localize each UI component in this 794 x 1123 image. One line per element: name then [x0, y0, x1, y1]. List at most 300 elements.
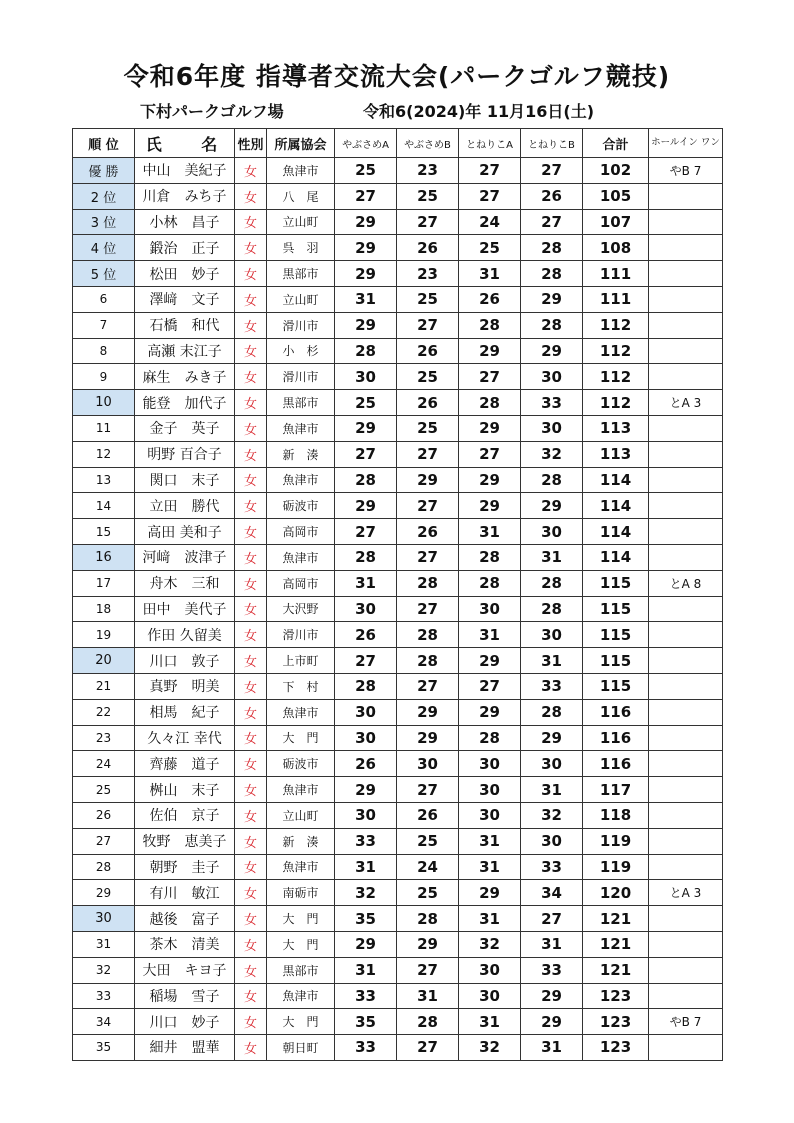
player-name: 麻生 みき子: [135, 364, 235, 390]
sex-cell: 女: [235, 544, 267, 570]
rank-cell: 34: [73, 1009, 135, 1035]
sex-cell: 女: [235, 673, 267, 699]
player-name: 久々江 幸代: [135, 725, 235, 751]
score-yabusame-a: 31: [335, 570, 397, 596]
rank-cell: 18: [73, 596, 135, 622]
total-score: 116: [583, 699, 649, 725]
score-yabusame-a: 25: [335, 158, 397, 184]
player-name: 茶木 清美: [135, 931, 235, 957]
score-toneriko-b: 32: [521, 802, 583, 828]
score-toneriko-a: 29: [459, 648, 521, 674]
score-toneriko-a: 30: [459, 777, 521, 803]
hole-in-one-cell: [649, 286, 723, 312]
sex-cell: 女: [235, 828, 267, 854]
association-cell: 大沢野: [267, 596, 335, 622]
hole-in-one-cell: やB 7: [649, 158, 723, 184]
col-header-rank: 順 位: [73, 129, 135, 158]
sex-cell: 女: [235, 777, 267, 803]
association-cell: 黒部市: [267, 390, 335, 416]
association-cell: 砺波市: [267, 751, 335, 777]
score-toneriko-b: 28: [521, 235, 583, 261]
score-yabusame-b: 23: [397, 158, 459, 184]
table-row: [73, 622, 723, 648]
table-row: [73, 751, 723, 777]
sex-cell: 女: [235, 158, 267, 184]
table-row: [73, 415, 723, 441]
score-toneriko-b: 28: [521, 596, 583, 622]
table-row: [73, 235, 723, 261]
total-score: 114: [583, 467, 649, 493]
sex-cell: 女: [235, 441, 267, 467]
sex-cell: 女: [235, 286, 267, 312]
sex-cell: 女: [235, 209, 267, 235]
sex-cell: 女: [235, 931, 267, 957]
score-toneriko-b: 31: [521, 1035, 583, 1061]
total-score: 112: [583, 312, 649, 338]
score-yabusame-b: 23: [397, 261, 459, 287]
score-yabusame-a: 29: [335, 931, 397, 957]
hole-in-one-cell: [649, 596, 723, 622]
association-cell: 呉 羽: [267, 235, 335, 261]
score-toneriko-a: 31: [459, 622, 521, 648]
sex-cell: 女: [235, 1009, 267, 1035]
association-cell: 下 村: [267, 673, 335, 699]
score-toneriko-b: 31: [521, 544, 583, 570]
player-name: 川口 妙子: [135, 1009, 235, 1035]
sex-cell: 女: [235, 364, 267, 390]
association-cell: 魚津市: [267, 415, 335, 441]
total-score: 123: [583, 1035, 649, 1061]
hole-in-one-cell: [649, 673, 723, 699]
association-cell: 高岡市: [267, 570, 335, 596]
table-row: [73, 828, 723, 854]
score-yabusame-b: 25: [397, 364, 459, 390]
player-name: 金子 英子: [135, 415, 235, 441]
score-yabusame-a: 28: [335, 467, 397, 493]
sex-cell: 女: [235, 906, 267, 932]
player-name: 牧野 恵美子: [135, 828, 235, 854]
table-row: [73, 364, 723, 390]
score-yabusame-a: 33: [335, 1035, 397, 1061]
score-yabusame-a: 30: [335, 364, 397, 390]
score-yabusame-a: 29: [335, 261, 397, 287]
player-name: 舟木 三和: [135, 570, 235, 596]
score-yabusame-b: 29: [397, 467, 459, 493]
score-toneriko-a: 31: [459, 906, 521, 932]
score-yabusame-b: 31: [397, 983, 459, 1009]
col-header-assoc: 所属協会: [267, 129, 335, 158]
total-score: 108: [583, 235, 649, 261]
player-name: 高瀬 末江子: [135, 338, 235, 364]
table-row: [73, 983, 723, 1009]
player-name: 有川 敏江: [135, 880, 235, 906]
rank-cell: 25: [73, 777, 135, 803]
table-row: [73, 931, 723, 957]
score-toneriko-a: 28: [459, 312, 521, 338]
total-score: 119: [583, 854, 649, 880]
hole-in-one-cell: [649, 725, 723, 751]
score-yabusame-a: 27: [335, 183, 397, 209]
rank-cell: 14: [73, 493, 135, 519]
sex-cell: 女: [235, 390, 267, 416]
score-toneriko-a: 26: [459, 286, 521, 312]
association-cell: 魚津市: [267, 544, 335, 570]
hole-in-one-cell: [649, 931, 723, 957]
table-row: [73, 880, 723, 906]
player-name: 中山 美紀子: [135, 158, 235, 184]
rank-cell: 12: [73, 441, 135, 467]
association-cell: 滑川市: [267, 312, 335, 338]
score-toneriko-b: 30: [521, 415, 583, 441]
score-yabusame-a: 30: [335, 596, 397, 622]
rank-cell: 29: [73, 880, 135, 906]
score-toneriko-b: 30: [521, 519, 583, 545]
association-cell: 大 門: [267, 725, 335, 751]
score-yabusame-b: 29: [397, 931, 459, 957]
player-name: 澤﨑 文子: [135, 286, 235, 312]
hole-in-one-cell: [649, 441, 723, 467]
col-header-total: 合計: [583, 129, 649, 158]
rank-cell: 27: [73, 828, 135, 854]
total-score: 114: [583, 519, 649, 545]
score-toneriko-b: 26: [521, 183, 583, 209]
score-yabusame-b: 25: [397, 415, 459, 441]
rank-cell: 8: [73, 338, 135, 364]
player-name: 明野 百合子: [135, 441, 235, 467]
score-yabusame-b: 27: [397, 441, 459, 467]
rank-cell: 5 位: [73, 261, 135, 287]
score-toneriko-a: 30: [459, 983, 521, 1009]
total-score: 113: [583, 441, 649, 467]
association-cell: 立山町: [267, 209, 335, 235]
hole-in-one-cell: [649, 312, 723, 338]
score-toneriko-a: 28: [459, 390, 521, 416]
hole-in-one-cell: [649, 338, 723, 364]
total-score: 121: [583, 957, 649, 983]
hole-in-one-cell: [649, 519, 723, 545]
hole-in-one-cell: [649, 906, 723, 932]
score-yabusame-a: 31: [335, 854, 397, 880]
total-score: 115: [583, 596, 649, 622]
score-yabusame-a: 27: [335, 519, 397, 545]
score-yabusame-b: 25: [397, 880, 459, 906]
score-yabusame-a: 29: [335, 235, 397, 261]
sex-cell: 女: [235, 261, 267, 287]
score-toneriko-b: 28: [521, 570, 583, 596]
score-yabusame-b: 27: [397, 957, 459, 983]
score-yabusame-a: 27: [335, 648, 397, 674]
score-yabusame-a: 27: [335, 441, 397, 467]
rank-cell: 17: [73, 570, 135, 596]
association-cell: 大 門: [267, 906, 335, 932]
rank-cell: 22: [73, 699, 135, 725]
table-row: [73, 1009, 723, 1035]
player-name: 稲場 雪子: [135, 983, 235, 1009]
sex-cell: 女: [235, 235, 267, 261]
score-yabusame-a: 28: [335, 544, 397, 570]
association-cell: 魚津市: [267, 983, 335, 1009]
score-toneriko-a: 30: [459, 751, 521, 777]
sex-cell: 女: [235, 570, 267, 596]
sex-cell: 女: [235, 699, 267, 725]
hole-in-one-cell: [649, 777, 723, 803]
total-score: 113: [583, 415, 649, 441]
total-score: 121: [583, 931, 649, 957]
association-cell: 魚津市: [267, 777, 335, 803]
score-yabusame-b: 24: [397, 854, 459, 880]
score-yabusame-a: 33: [335, 983, 397, 1009]
player-name: 大田 キヨ子: [135, 957, 235, 983]
association-cell: 黒部市: [267, 261, 335, 287]
total-score: 112: [583, 390, 649, 416]
total-score: 123: [583, 983, 649, 1009]
association-cell: 黒部市: [267, 957, 335, 983]
player-name: 松田 妙子: [135, 261, 235, 287]
score-toneriko-b: 29: [521, 286, 583, 312]
score-yabusame-b: 27: [397, 209, 459, 235]
score-yabusame-a: 35: [335, 1009, 397, 1035]
player-name: 石橋 和代: [135, 312, 235, 338]
player-name: 鍛治 正子: [135, 235, 235, 261]
table-row: [73, 854, 723, 880]
hole-in-one-cell: [649, 751, 723, 777]
player-name: 朝野 圭子: [135, 854, 235, 880]
total-score: 112: [583, 338, 649, 364]
rank-cell: 23: [73, 725, 135, 751]
score-yabusame-b: 30: [397, 751, 459, 777]
score-toneriko-a: 32: [459, 931, 521, 957]
sex-cell: 女: [235, 854, 267, 880]
score-yabusame-b: 25: [397, 828, 459, 854]
hole-in-one-cell: [649, 493, 723, 519]
hole-in-one-cell: とA 8: [649, 570, 723, 596]
association-cell: 大 門: [267, 931, 335, 957]
association-cell: 新 湊: [267, 441, 335, 467]
score-toneriko-b: 33: [521, 390, 583, 416]
table-row: [73, 544, 723, 570]
association-cell: 滑川市: [267, 364, 335, 390]
score-toneriko-a: 27: [459, 673, 521, 699]
score-toneriko-b: 28: [521, 699, 583, 725]
player-name: 田中 美代子: [135, 596, 235, 622]
score-yabusame-a: 31: [335, 957, 397, 983]
association-cell: 立山町: [267, 802, 335, 828]
score-toneriko-b: 31: [521, 777, 583, 803]
page-title: 令和6年度 指導者交流大会(パークゴルフ競技): [123, 62, 671, 91]
score-toneriko-b: 28: [521, 467, 583, 493]
score-toneriko-a: 29: [459, 493, 521, 519]
table-row: [73, 1035, 723, 1061]
player-name: 河﨑 波津子: [135, 544, 235, 570]
rank-cell: 19: [73, 622, 135, 648]
hole-in-one-cell: [649, 802, 723, 828]
table-row: [73, 596, 723, 622]
sex-cell: 女: [235, 493, 267, 519]
total-score: 112: [583, 364, 649, 390]
association-cell: 魚津市: [267, 854, 335, 880]
score-yabusame-a: 29: [335, 777, 397, 803]
total-score: 115: [583, 648, 649, 674]
hole-in-one-cell: [649, 544, 723, 570]
score-toneriko-a: 31: [459, 1009, 521, 1035]
sex-cell: 女: [235, 648, 267, 674]
total-score: 116: [583, 751, 649, 777]
score-yabusame-a: 30: [335, 802, 397, 828]
player-name: 相馬 紀子: [135, 699, 235, 725]
score-yabusame-a: 26: [335, 751, 397, 777]
score-toneriko-b: 28: [521, 312, 583, 338]
score-toneriko-a: 31: [459, 854, 521, 880]
rank-cell: 31: [73, 931, 135, 957]
col-header-yabusame-a: やぶさめA: [335, 129, 397, 158]
score-toneriko-a: 32: [459, 1035, 521, 1061]
hole-in-one-cell: とA 3: [649, 880, 723, 906]
rank-cell: 15: [73, 519, 135, 545]
rank-cell: 2 位: [73, 183, 135, 209]
table-row: [73, 725, 723, 751]
total-score: 111: [583, 286, 649, 312]
association-cell: 滑川市: [267, 622, 335, 648]
score-yabusame-b: 28: [397, 648, 459, 674]
col-header-yabusame-b: やぶさめB: [397, 129, 459, 158]
score-toneriko-a: 29: [459, 338, 521, 364]
player-name: 立田 勝代: [135, 493, 235, 519]
association-cell: 高岡市: [267, 519, 335, 545]
score-toneriko-b: 31: [521, 648, 583, 674]
score-yabusame-a: 30: [335, 699, 397, 725]
hole-in-one-cell: [649, 828, 723, 854]
sex-cell: 女: [235, 183, 267, 209]
total-score: 114: [583, 544, 649, 570]
total-score: 111: [583, 261, 649, 287]
total-score: 120: [583, 880, 649, 906]
score-toneriko-b: 27: [521, 209, 583, 235]
venue-label: 下村パークゴルフ場: [140, 102, 284, 121]
total-score: 123: [583, 1009, 649, 1035]
score-yabusame-a: 32: [335, 880, 397, 906]
sex-cell: 女: [235, 415, 267, 441]
table-row: [73, 673, 723, 699]
sex-cell: 女: [235, 312, 267, 338]
score-toneriko-b: 29: [521, 338, 583, 364]
table-row: [73, 286, 723, 312]
score-yabusame-a: 29: [335, 312, 397, 338]
sex-cell: 女: [235, 519, 267, 545]
score-toneriko-b: 27: [521, 906, 583, 932]
score-toneriko-b: 30: [521, 622, 583, 648]
score-yabusame-b: 26: [397, 338, 459, 364]
rank-cell: 4 位: [73, 235, 135, 261]
rank-cell: 26: [73, 802, 135, 828]
score-toneriko-a: 29: [459, 467, 521, 493]
rank-cell: 30: [73, 906, 135, 932]
player-name: 関口 末子: [135, 467, 235, 493]
score-yabusame-b: 27: [397, 1035, 459, 1061]
table-row: [73, 777, 723, 803]
col-header-toneriko-b: とねりこB: [521, 129, 583, 158]
score-yabusame-b: 27: [397, 312, 459, 338]
score-toneriko-a: 28: [459, 544, 521, 570]
player-name: 川倉 みち子: [135, 183, 235, 209]
rank-cell: 9: [73, 364, 135, 390]
sex-cell: 女: [235, 957, 267, 983]
hole-in-one-cell: [649, 983, 723, 1009]
table-row: [73, 802, 723, 828]
hole-in-one-cell: [649, 648, 723, 674]
rank-cell: 35: [73, 1035, 135, 1061]
association-cell: 小 杉: [267, 338, 335, 364]
score-yabusame-a: 29: [335, 415, 397, 441]
hole-in-one-cell: [649, 415, 723, 441]
col-header-sex: 性別: [235, 129, 267, 158]
score-toneriko-a: 30: [459, 802, 521, 828]
score-toneriko-b: 33: [521, 854, 583, 880]
score-toneriko-b: 29: [521, 983, 583, 1009]
score-toneriko-a: 28: [459, 725, 521, 751]
table-row: [73, 261, 723, 287]
hole-in-one-cell: やB 7: [649, 1009, 723, 1035]
score-yabusame-a: 29: [335, 493, 397, 519]
sex-cell: 女: [235, 880, 267, 906]
rank-cell: 6: [73, 286, 135, 312]
rank-cell: 10: [73, 390, 135, 416]
col-header-toneriko-a: とねりこA: [459, 129, 521, 158]
col-header-hole-in-one: ホールイン ワン: [649, 129, 723, 158]
event-date: 令和6(2024)年 11月16日(土): [363, 102, 595, 121]
association-cell: 魚津市: [267, 158, 335, 184]
score-yabusame-b: 27: [397, 544, 459, 570]
score-toneriko-a: 25: [459, 235, 521, 261]
hole-in-one-cell: [649, 699, 723, 725]
score-toneriko-a: 31: [459, 261, 521, 287]
score-yabusame-b: 27: [397, 596, 459, 622]
score-yabusame-a: 28: [335, 673, 397, 699]
table-row: [73, 441, 723, 467]
player-name: 桝山 末子: [135, 777, 235, 803]
score-toneriko-b: 29: [521, 493, 583, 519]
table-row: [73, 158, 723, 184]
sex-cell: 女: [235, 802, 267, 828]
score-toneriko-a: 29: [459, 880, 521, 906]
score-yabusame-b: 26: [397, 802, 459, 828]
score-yabusame-b: 28: [397, 622, 459, 648]
player-name: 川口 敦子: [135, 648, 235, 674]
sex-cell: 女: [235, 596, 267, 622]
score-toneriko-a: 31: [459, 519, 521, 545]
association-cell: 魚津市: [267, 467, 335, 493]
sex-cell: 女: [235, 467, 267, 493]
score-toneriko-b: 32: [521, 441, 583, 467]
sex-cell: 女: [235, 751, 267, 777]
score-yabusame-b: 29: [397, 699, 459, 725]
sex-cell: 女: [235, 725, 267, 751]
association-cell: 八 尾: [267, 183, 335, 209]
score-toneriko-a: 27: [459, 441, 521, 467]
player-name: 細井 盟華: [135, 1035, 235, 1061]
total-score: 121: [583, 906, 649, 932]
total-score: 115: [583, 570, 649, 596]
score-yabusame-a: 30: [335, 725, 397, 751]
table-row: [73, 957, 723, 983]
score-yabusame-a: 29: [335, 209, 397, 235]
player-name: 高田 美和子: [135, 519, 235, 545]
association-cell: 朝日町: [267, 1035, 335, 1061]
total-score: 115: [583, 622, 649, 648]
score-toneriko-a: 28: [459, 570, 521, 596]
player-name: 齊藤 道子: [135, 751, 235, 777]
score-yabusame-b: 27: [397, 493, 459, 519]
score-yabusame-b: 25: [397, 183, 459, 209]
